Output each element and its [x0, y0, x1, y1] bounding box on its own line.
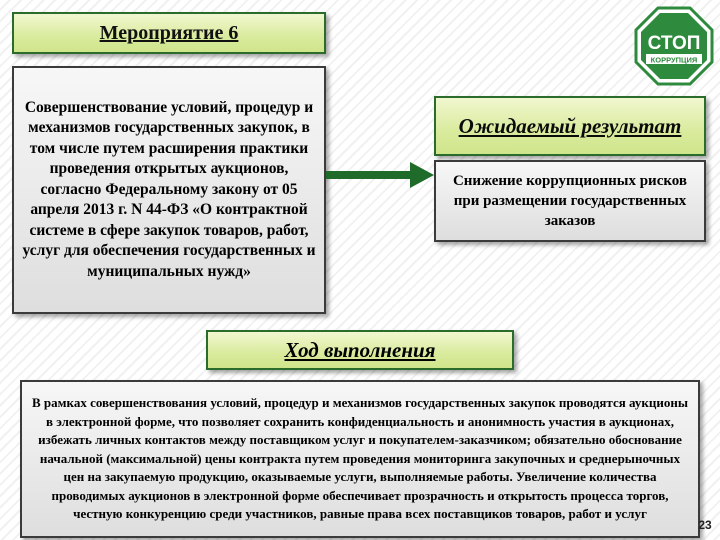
progress-title-box	[206, 330, 514, 370]
arrow-right-icon	[326, 160, 434, 190]
progress-body-box	[20, 380, 700, 538]
event-description-box	[12, 66, 326, 314]
event-title-box	[12, 12, 326, 54]
result-body-box	[434, 160, 706, 242]
stop-corruption-logo-icon	[634, 6, 714, 86]
event-title: Мероприятие 6	[99, 21, 239, 44]
progress-body: В рамках совершенствования условий, процедур и механизмов государственных закупок проводятся аукционы в электронной форме, что позволяет сохранить конфиденциальность и анонимность участия в аукционах, избежать личных контактов между поставщиком услуг и покупателем-заказчиком; обязательно обоснование начальной (максимальной) цены контракта путем проведения мониторинга закупочных и среднерыночных цен на закупаемую продукцию, оказываемые услуги, выполняемые работы. Увеличение количества проводимых аукционов в электронной форме обеспечивает прозрачность и открытость процесса торгов, честную конкуренцию среди участников, равные права всех поставщиков товаров, работ и услуг	[32, 395, 688, 522]
event-description: Совершенствование условий, процедур и механизмов государственных закупок, в том числе путем расширения практики проведения открытых аукционов, согласно Федеральному закону от 05 апреля 2013 г. N 44-ФЗ «О контрактной системе в сфере закупок товаров, работ, услуг для обеспечения государственных и муниципальных нужд»	[22, 98, 316, 280]
result-title: Ожидаемый результат	[458, 113, 682, 138]
logo-line2: КОРРУПЦИЯ	[650, 55, 698, 65]
page-number: 23	[698, 518, 712, 532]
progress-title: Ход выполнения	[284, 337, 436, 362]
result-title-box	[434, 96, 706, 156]
result-body: Снижение коррупционных рисков при размещении государственных заказов	[452, 173, 688, 229]
logo-line1: СТОП	[647, 33, 701, 54]
